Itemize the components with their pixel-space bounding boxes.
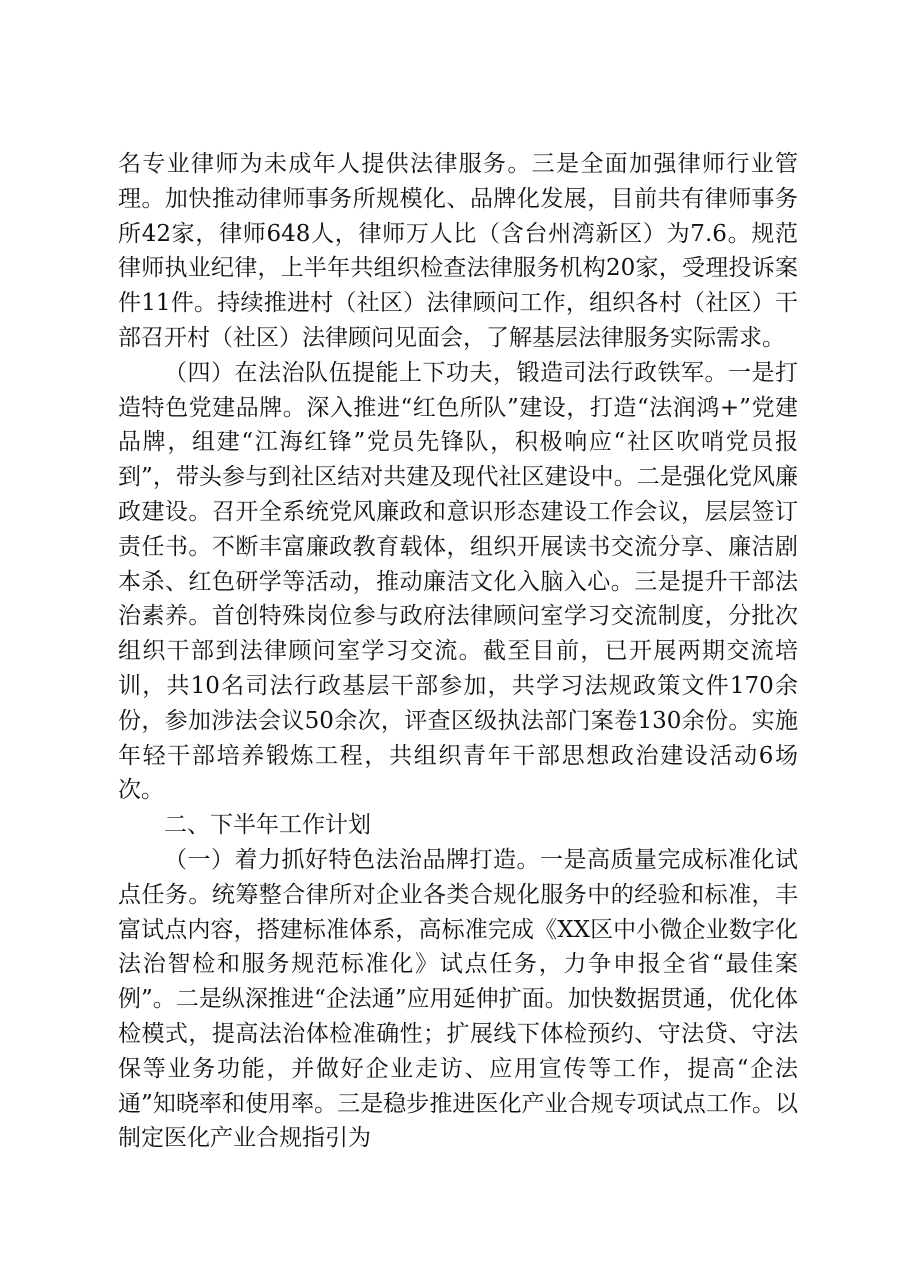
- paragraph-brand-building: （一）着力抓好特色法治品牌打造。一是高质量完成标准化试点任务。统筹整合律所对企业各类合规化服务中的经验和标准，丰富试点内容，搭建标准体系，高标准完成《XX区中小微企业数字化法治智检和服务规范标准化》试点任务，力争申报全省“最佳案例”。二是纵深推进“企法通”应用延伸扩面。加快数据贯通，优化体检模式，提高法治体检准确性；扩展线下体检预约、守法贷、守法保等业务功能，并做好企业走访、应用宣传等工作，提高“企法通”知晓率和使用率。三是稳步推进医化产业合规专项试点工作。以制定医化产业合规指引为: [118, 846, 798, 1152]
- document-body: [118, 147, 798, 1156]
- section-heading-work-plan: 二、下半年工作计划: [164, 812, 371, 839]
- paragraph-lawyer-services: 名专业律师为未成年人提供法律服务。三是全面加强律师行业管理。加快推动律师事务所规模化、品牌化发展，目前共有律师事务所42家，律师648人，律师万人比（含台州湾新区）为7.6。规范律师执业纪律，上半年共组织检查法律服务机构20家，受理投诉案件11件。持续推进村（社区）法律顾问工作，组织各村（社区）干部召开村（社区）法律顾问见面会，了解基层法律服务实际需求。: [118, 151, 798, 351]
- paragraph-team-building: （四）在法治队伍提能上下功夫，锻造司法行政铁军。一是打造特色党建品牌。深入推进“红色所队”建设，打造“法润鸿+”党建品牌，组建“江海红锋”党员先锋队，积极响应“社区吹哨党员报到”，带头参与到社区结对共建及现代社区建设中。二是强化党风廉政建设。召开全系统党风廉政和意识形态建设工作会议，层层签订责任书。不断丰富廉政教育载体，组织开展读书交流分享、廉洁剧本杀、红色研学等活动，推动廉洁文化入脑入心。三是提升干部法治素养。首创特殊岗位参与政府法律顾问室学习交流制度，分批次组织干部到法律顾问室学习交流。截至目前，已开展两期交流培训，共10名司法行政基层干部参加，共学习法规政策文件170余份，参加涉法会议50余次，评查区级执法部门案卷130余份。实施年轻干部培养锻炼工程，共组织青年干部思想政治建设活动6场次。: [118, 359, 798, 804]
